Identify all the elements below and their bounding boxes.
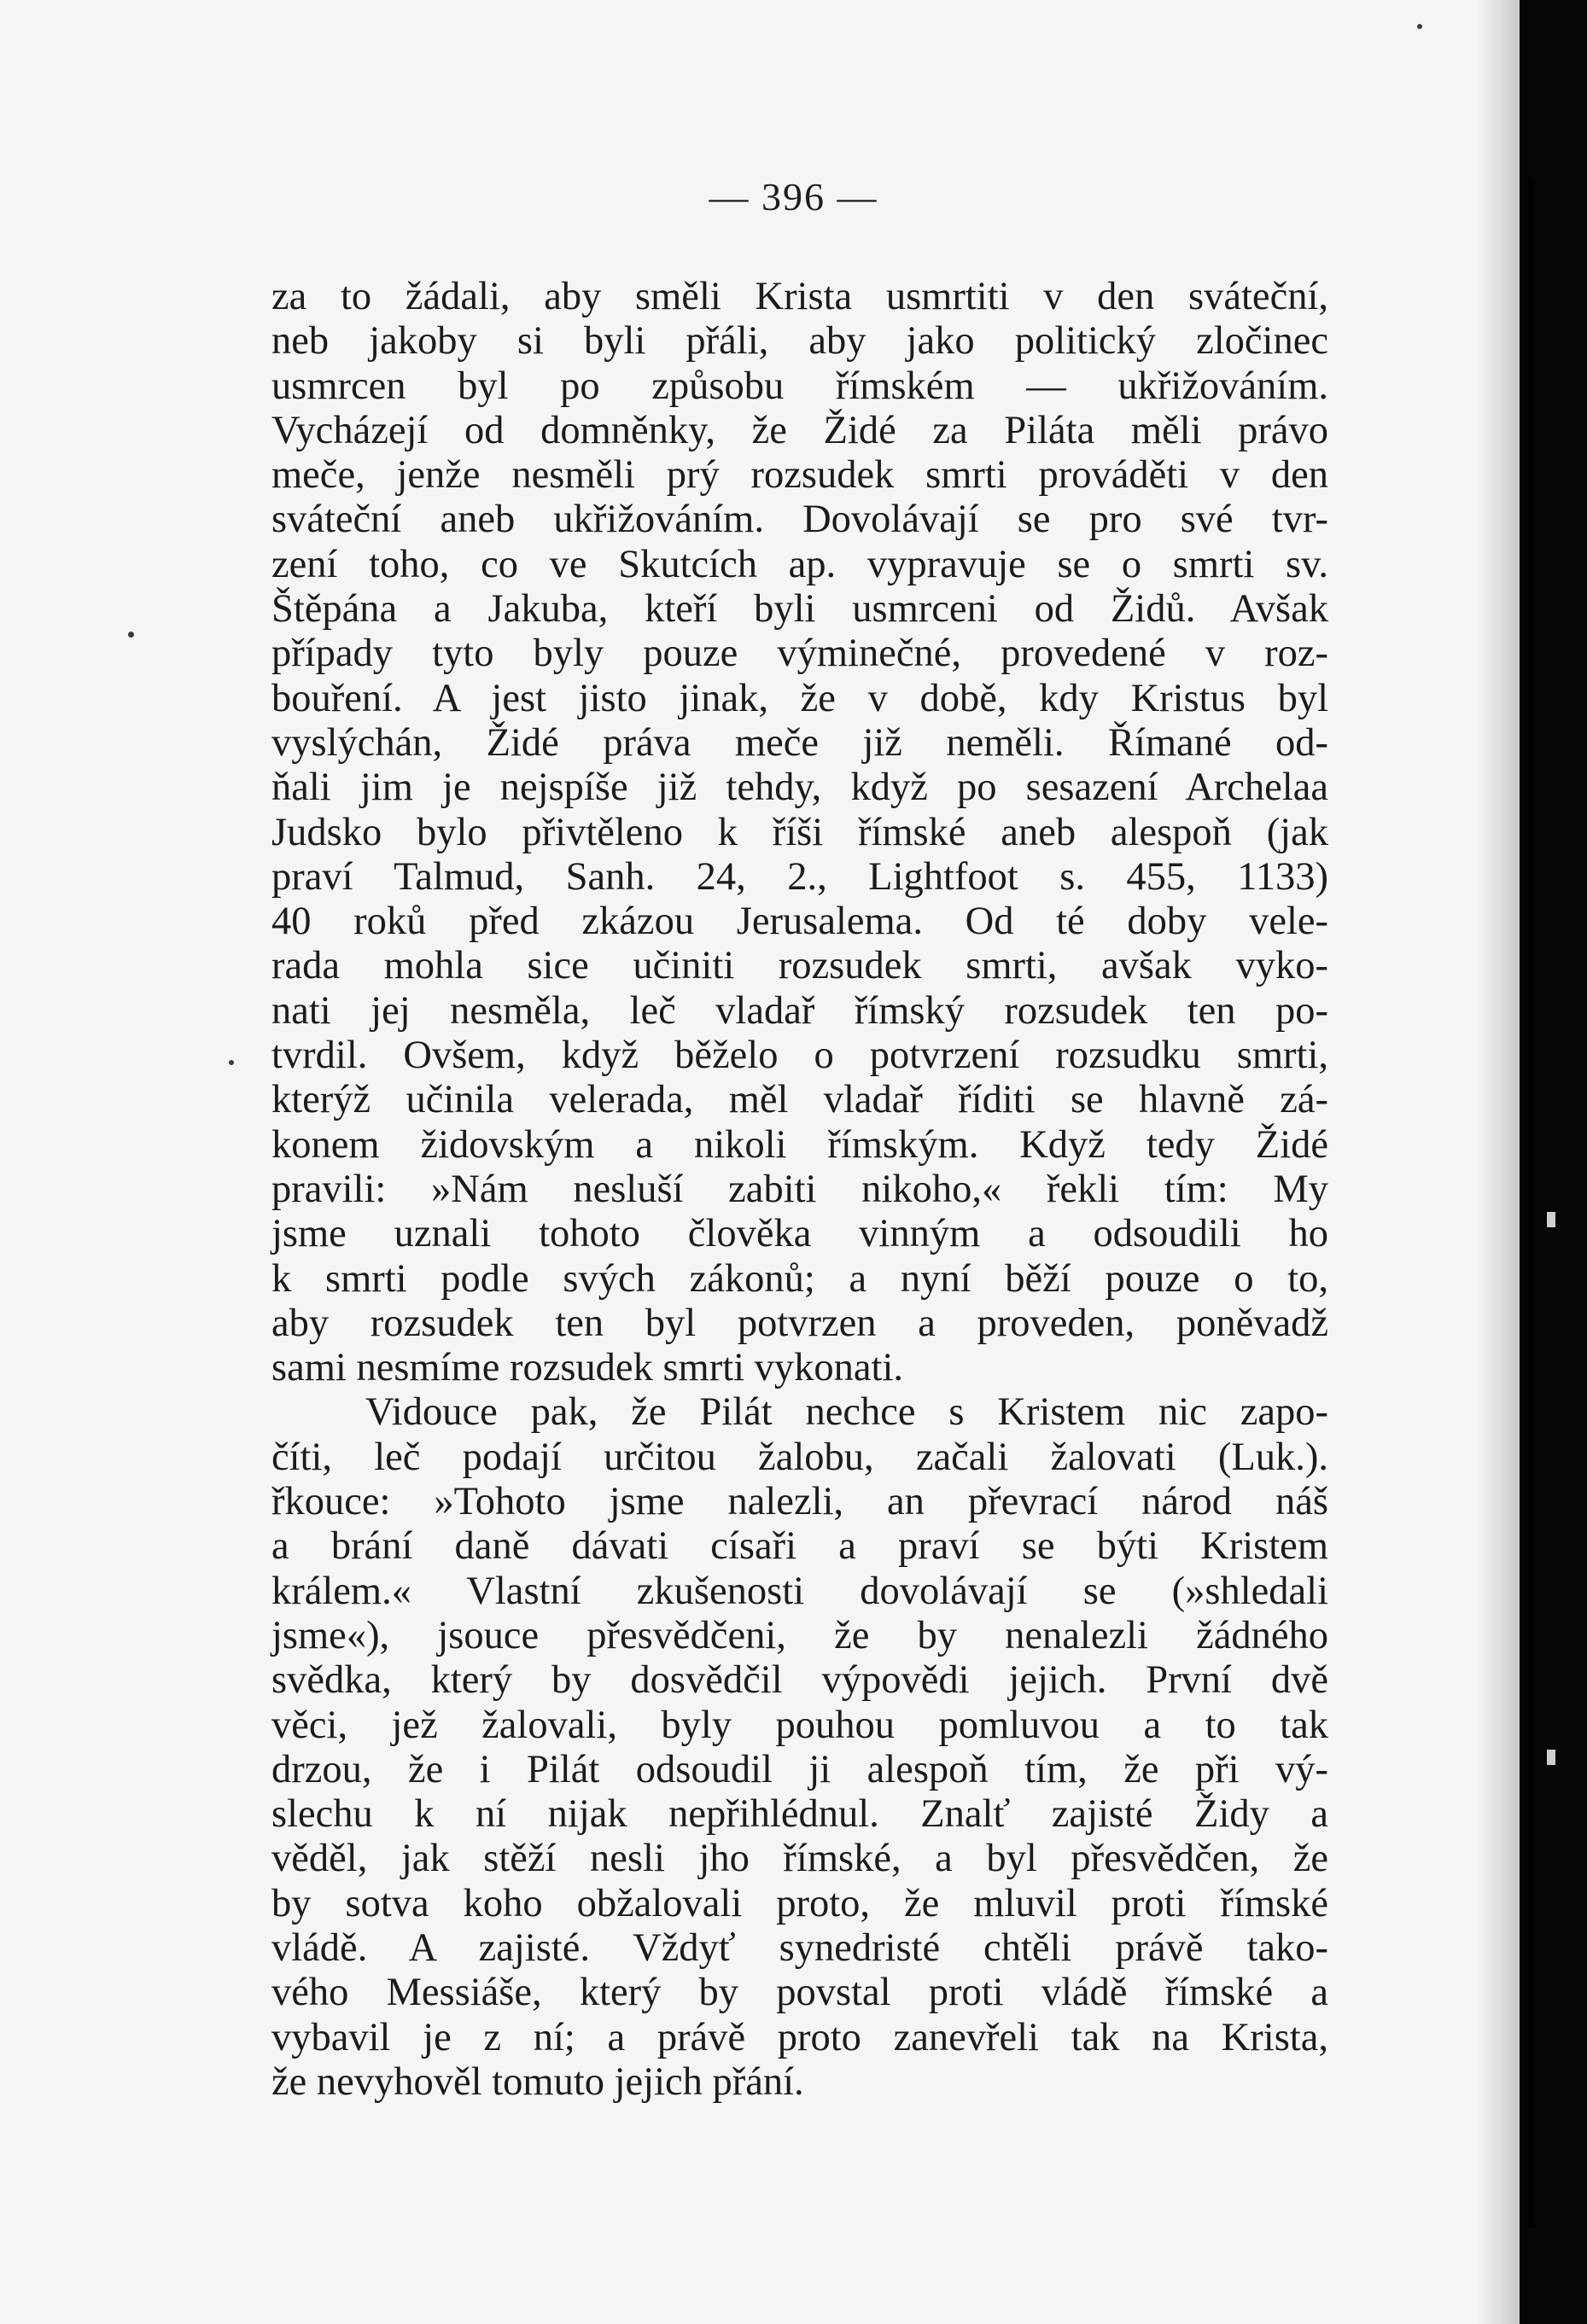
text-line: případy tyto byly pouze výminečné, provedené v roz- [271, 632, 1328, 676]
text-line: svědka, který by dosvědčil výpovědi jejich. První dvě [271, 1658, 1328, 1703]
body-text [271, 275, 1328, 2105]
text-line: Vidouce pak, že Pilát nechce s Kristem nic zapo- [365, 1390, 1328, 1435]
scan-speck [128, 632, 134, 638]
text-line: nati jej nesměla, leč vladař římský rozsudek ten po- [271, 988, 1328, 1033]
text-line: by sotva koho obžalovali proto, že mluvil proti římské [271, 1881, 1328, 1925]
edge-mark [1547, 1750, 1555, 1765]
text-line: vybavil je z ní; a právě proto zanevřeli tak na Krista, [271, 2015, 1328, 2059]
text-line: králem.« Vlastní zkušenosti dovolávají se (»shledali [271, 1569, 1328, 1613]
book-edge-line [1528, 179, 1535, 2228]
text-line: rada mohla sice učiniti rozsudek smrti, avšak vyko- [271, 944, 1328, 988]
text-line: drzou, že i Pilát odsoudil ji alespoň tím, že při vý- [271, 1747, 1328, 1791]
text-line: vyslýchán, Židé práva meče již neměli. Římané od- [271, 720, 1328, 765]
text-line: Vycházejí od domněnky, že Židé za Piláta měli právo [271, 408, 1328, 452]
text-line: jsme uznali tohoto člověka vinným a odsoudili ho [271, 1212, 1328, 1256]
text-line: zení toho, co ve Skutcích ap. vypravuje se o smrti sv. [271, 542, 1328, 586]
text-line: že nevyhověl tomuto jejich přání. [271, 2059, 804, 2104]
text-line: a brání daně dávati císaři a praví se býti Kristem [271, 1524, 1328, 1569]
text-line: Judsko bylo přivtěleno k říši římské aneb alespoň (jak [271, 810, 1328, 854]
text-line: věci, jež žalovali, byly pouhou pomluvou a to tak [271, 1703, 1328, 1747]
text-line: pravili: »Nám nesluší zabiti nikoho,« řekli tím: My [271, 1167, 1328, 1211]
text-line: 40 roků před zkázou Jerusalema. Od té doby vele- [271, 900, 1328, 944]
text-line: tvrdil. Ovšem, když běželo o potvrzení rozsudku smrti, [271, 1034, 1328, 1078]
text-line: kterýž učinila velerada, měl vladař říditi se hlavně zá- [271, 1078, 1328, 1122]
text-line: věděl, jak stěží nesli jho římské, a byl přesvědčen, že [271, 1837, 1328, 1881]
text-line: aby rozsudek ten byl potvrzen a proveden, poněvadž [271, 1301, 1328, 1345]
text-line: sváteční aneb ukřižováním. Dovolávají se pro své tvr- [271, 498, 1328, 542]
text-line: vládě. A zajisté. Vždyť synedristé chtěli právě tako- [271, 1925, 1328, 1970]
text-line: slechu k ní nijak nepřihlédnul. Znalť zajisté Židy a [271, 1792, 1328, 1837]
text-line: meče, jenže nesměli prý rozsudek smrti prováděti v den [271, 453, 1328, 498]
text-line: jsme«), jsouce přesvědčeni, že by nenalezli žádného [271, 1613, 1328, 1657]
text-line: číti, leč podají určitou žalobu, začali žalovati (Luk.). [271, 1435, 1328, 1479]
text-line: bouření. A jest jisto jinak, že v době, kdy Kristus byl [271, 676, 1328, 720]
text-line: Štěpána a Jakuba, kteří byli usmrceni od Židů. Avšak [271, 587, 1328, 632]
text-line: sami nesmíme rozsudek smrti vykonati. [271, 1346, 904, 1390]
scan-speck [229, 1060, 234, 1065]
text-line: konem židovským a nikoli římským. Když tedy Židé [271, 1122, 1328, 1167]
page-number: — 396 — [709, 175, 878, 218]
text-line: neb jakoby si byli přáli, aby jako politický zločinec [271, 319, 1328, 364]
text-line: za to žádali, aby směli Krista usmrtiti v den sváteční, [271, 275, 1328, 318]
edge-mark [1547, 1212, 1555, 1227]
text-line: ňali jim je nejspíše již tehdy, když po sesazení Archelaa [271, 766, 1328, 810]
text-line: k smrti podle svých zákonů; a nyní běží pouze o to, [271, 1256, 1328, 1301]
text-line: řkouce: »Tohoto jsme nalezli, an převrací národ náš [271, 1480, 1328, 1524]
text-line: praví Talmud, Sanh. 24, 2., Lightfoot s. 455, 1133) [271, 854, 1328, 899]
gutter-shadow [1477, 0, 1520, 2324]
scan-speck [1417, 24, 1422, 29]
text-line: usmrcen byl po způsobu římském — ukřižováním. [271, 364, 1328, 408]
text-line: vého Messiáše, který by povstal proti vládě římské a [271, 1971, 1328, 2015]
